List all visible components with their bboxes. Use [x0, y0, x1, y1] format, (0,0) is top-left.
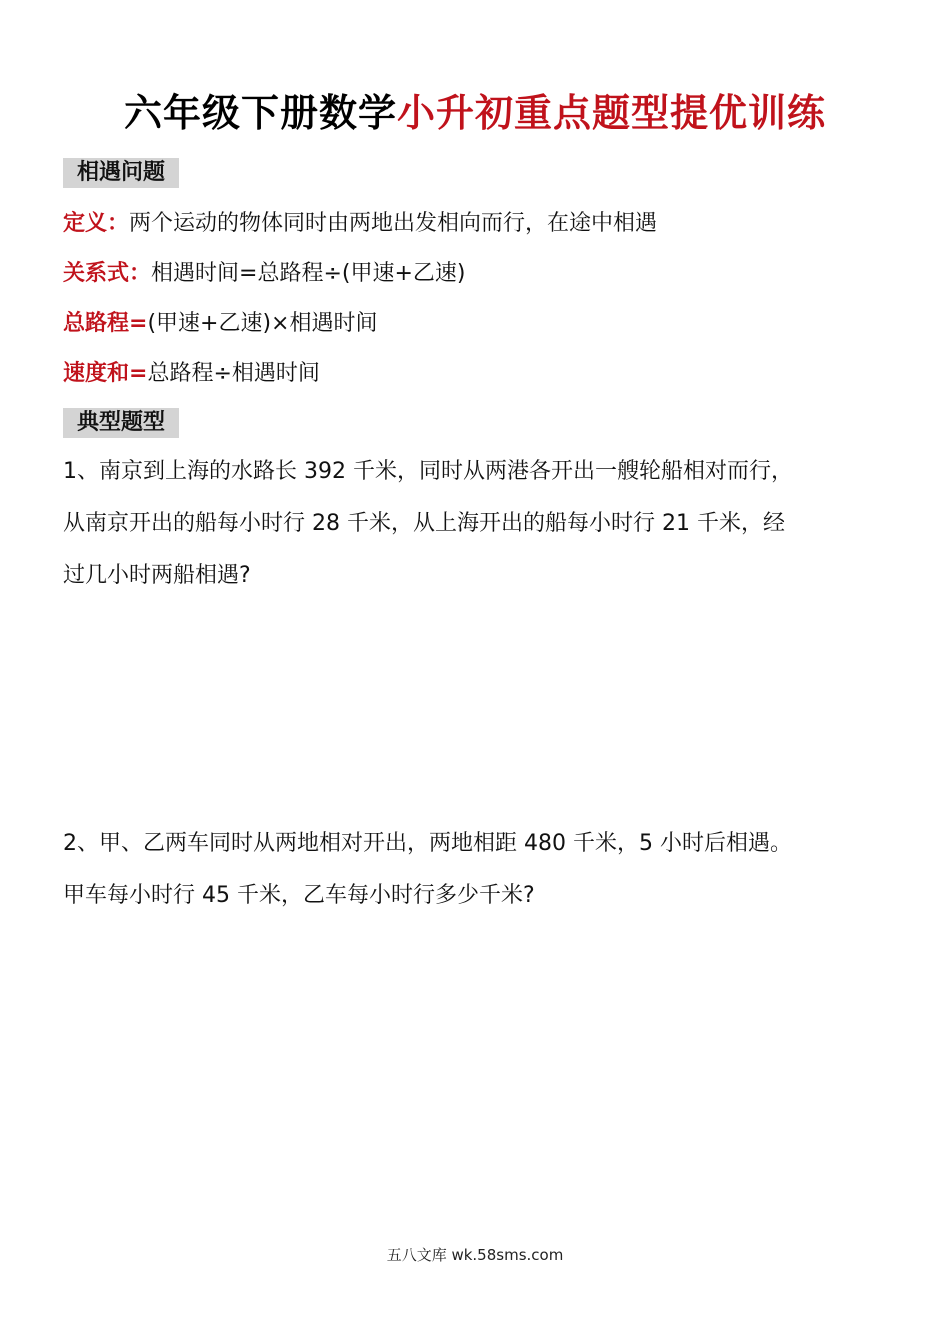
problem-2-line-1: 2、甲、乙两车同时从两地相对开出，两地相距 480 千米，5 小时后相遇。 [63, 831, 792, 856]
problem-1-line-3: 过几小时两船相遇? [63, 563, 251, 588]
total-distance-label: 总路程= [63, 311, 148, 336]
speed-sum-label: 速度和= [63, 361, 148, 386]
problem-1-line-1: 1、南京到上海的水路长 392 千米，同时从两港各开出一艘轮船相对而行， [63, 459, 793, 484]
total-distance-text: (甲速+乙速)×相遇时间 [147, 311, 378, 336]
problem-2-line-2: 甲车每小时行 45 千米，乙车每小时行多少千米? [63, 883, 535, 908]
speed-sum-text: 总路程÷相遇时间 [147, 361, 320, 386]
definition-line [63, 209, 657, 239]
relation-label: 关系式： [63, 261, 152, 286]
page-title [0, 88, 950, 138]
title-black-part: 六年级下册数学 [123, 91, 397, 135]
definition-text: 两个运动的物体同时由两地出发相向而行，在途中相遇 [129, 211, 658, 236]
problem-1 [63, 446, 893, 602]
relation-text: 相遇时间=总路程÷(甲速+乙速) [151, 261, 466, 286]
section-heading-meeting: 相遇问题 [63, 158, 179, 188]
definition-label: 定义： [63, 211, 130, 236]
title-red-part: 小升初重点题型提优训练 [397, 91, 827, 135]
total-distance-line [63, 309, 377, 339]
section-heading-typical: 典型题型 [63, 408, 179, 438]
speed-sum-line [63, 359, 320, 389]
footer-watermark: 五八文库 wk.58sms.com [386, 1246, 564, 1264]
problem-1-line-2: 从南京开出的船每小时行 28 千米，从上海开出的船每小时行 21 千米，经 [63, 511, 785, 536]
relation-line [63, 259, 465, 289]
problem-2 [63, 818, 893, 922]
